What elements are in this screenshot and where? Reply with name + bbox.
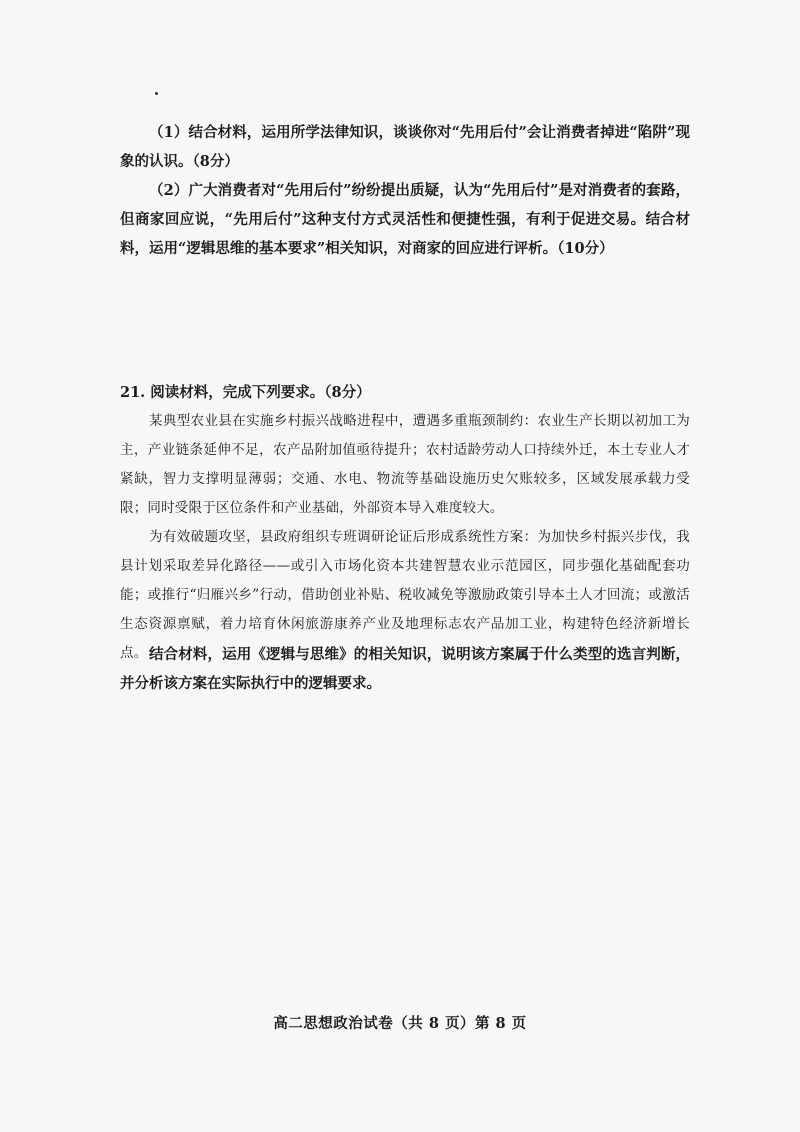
question-20-part-2: （2）广大消费者对“先用后付”纷纷提出质疑，认为“先用后付”是对消费者的套路，但商家回应说，“先用后付”这种支付方式灵活性和便捷性强，有利于促进交易。结合材料，运用“逻辑思维的基本要求”相关知识，对商家的回应进行评析。（10分） [120,182,690,257]
question-20-part-1: （1）结合材料，运用所学法律知识，谈谈你对“先用后付”会让消费者掉进“陷阱”现象的认识。（8分） [120,124,690,170]
question-21-heading: 21. 阅读材料，完成下列要求。（8分） [120,384,371,401]
question-21-prompt: 结合材料，运用《逻辑与思维》的相关知识，说明该方案属于什么类型的选言判断，并分析该方案在实际执行中的逻辑要求。 [120,646,690,692]
scan-dot [155,92,158,95]
page-footer: 高二思想政治试卷（共 8 页）第 8 页 [273,1015,527,1032]
question-21-material-paragraph-1: 某典型农业县在实施乡村振兴战略进程中，遭遇多重瓶颈制约：农业生产长期以初加工为主，产业链条延伸不足，农产品附加值亟待提升；农村适龄劳动人口持续外迁，本土专业人才紧缺，智力支撑明显薄弱；交通、水电、物流等基础设施历史欠账较多，区域发展承载力受限；同时受限于区位条件和产业基础，外部资本导入难度较大。 [120,413,690,516]
question-21-material-paragraph-2: 为有效破题攻坚，县政府组织专班调研论证后形成系统性方案：为加快乡村振兴步伐，我县计划采取差异化路径——或引入市场化资本共建智慧农业示范园区，同步强化基础配套功能；或推行“归雁兴乡”行动，借助创业补贴、税收减免等激励政策引导本土人才回流；或激活生态资源禀赋，着力培育休闲旅游康养产业及地理标志农产品加工业，构建特色经济新增长点。 [120,529,690,661]
